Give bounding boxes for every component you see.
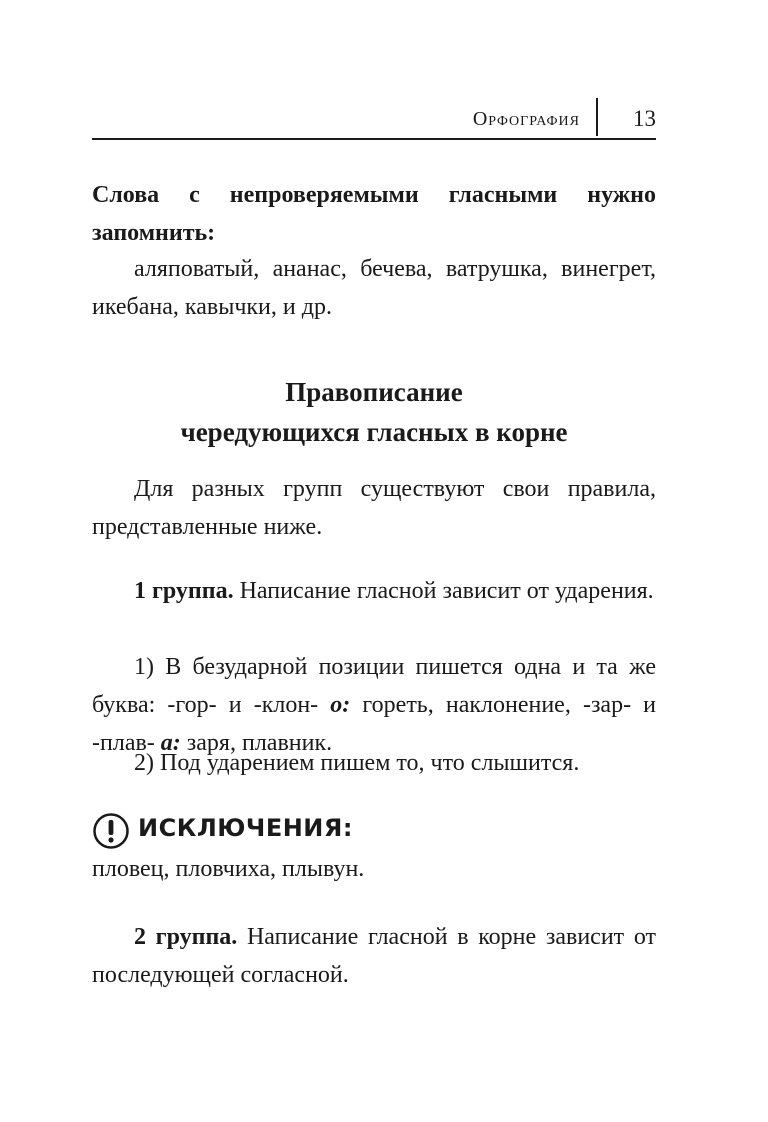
exceptions-words: пловец, пловчиха, плывун. bbox=[92, 856, 365, 882]
running-head bbox=[92, 98, 656, 140]
group-1-rule-2: 2) Под ударением пишем то, что слышится. bbox=[134, 750, 580, 776]
group-1-rule-1-pre: 1) В безударной позиции пишется одна и та же буква: -гор- и -клон- bbox=[92, 654, 656, 718]
running-head-divider bbox=[596, 98, 598, 136]
group-1-rule-1-post: заря, плавник. bbox=[186, 730, 333, 756]
section-heading-line-2: чередующихся гласных в корне bbox=[180, 417, 568, 447]
exceptions-label: ИСКЛЮЧЕНИЯ: bbox=[138, 814, 353, 842]
page-number: 13 bbox=[633, 106, 656, 131]
exceptions-heading bbox=[92, 812, 656, 852]
group-1-rule-1-o: о: bbox=[330, 692, 351, 718]
group-2-paragraph bbox=[92, 918, 656, 994]
section-heading bbox=[92, 372, 656, 452]
unverifiable-examples: аляповатый, ананас, бечева, ватрушка, винегрет, икебана, кавычки, и др. bbox=[92, 256, 656, 320]
unverifiable-bold-text: Слова с непроверяемыми гласными нужно запомнить: bbox=[92, 182, 656, 246]
group-1-rule-1-a: а: bbox=[160, 730, 181, 756]
unverifiable-rule bbox=[92, 176, 656, 252]
group-2-label: 2 группа. bbox=[134, 924, 238, 950]
group-1-rule-1-mid: гореть, наклонение, -зар- и -плав- bbox=[92, 692, 657, 756]
exclamation-circle-icon bbox=[92, 812, 130, 850]
group-1-paragraph bbox=[92, 572, 656, 610]
group-1-text: Написание гласной зависит от ударения. bbox=[239, 578, 654, 604]
group-2-text: Написание гласной в корне зависит от последующей согласной. bbox=[92, 924, 657, 988]
section-heading-line-1: Правописание bbox=[285, 377, 463, 407]
group-1-label: 1 группа. bbox=[134, 578, 234, 604]
running-head-section: Орфография bbox=[472, 108, 580, 130]
intro-paragraph: Для разных групп существуют свои правила, представленные ниже. bbox=[92, 476, 656, 540]
